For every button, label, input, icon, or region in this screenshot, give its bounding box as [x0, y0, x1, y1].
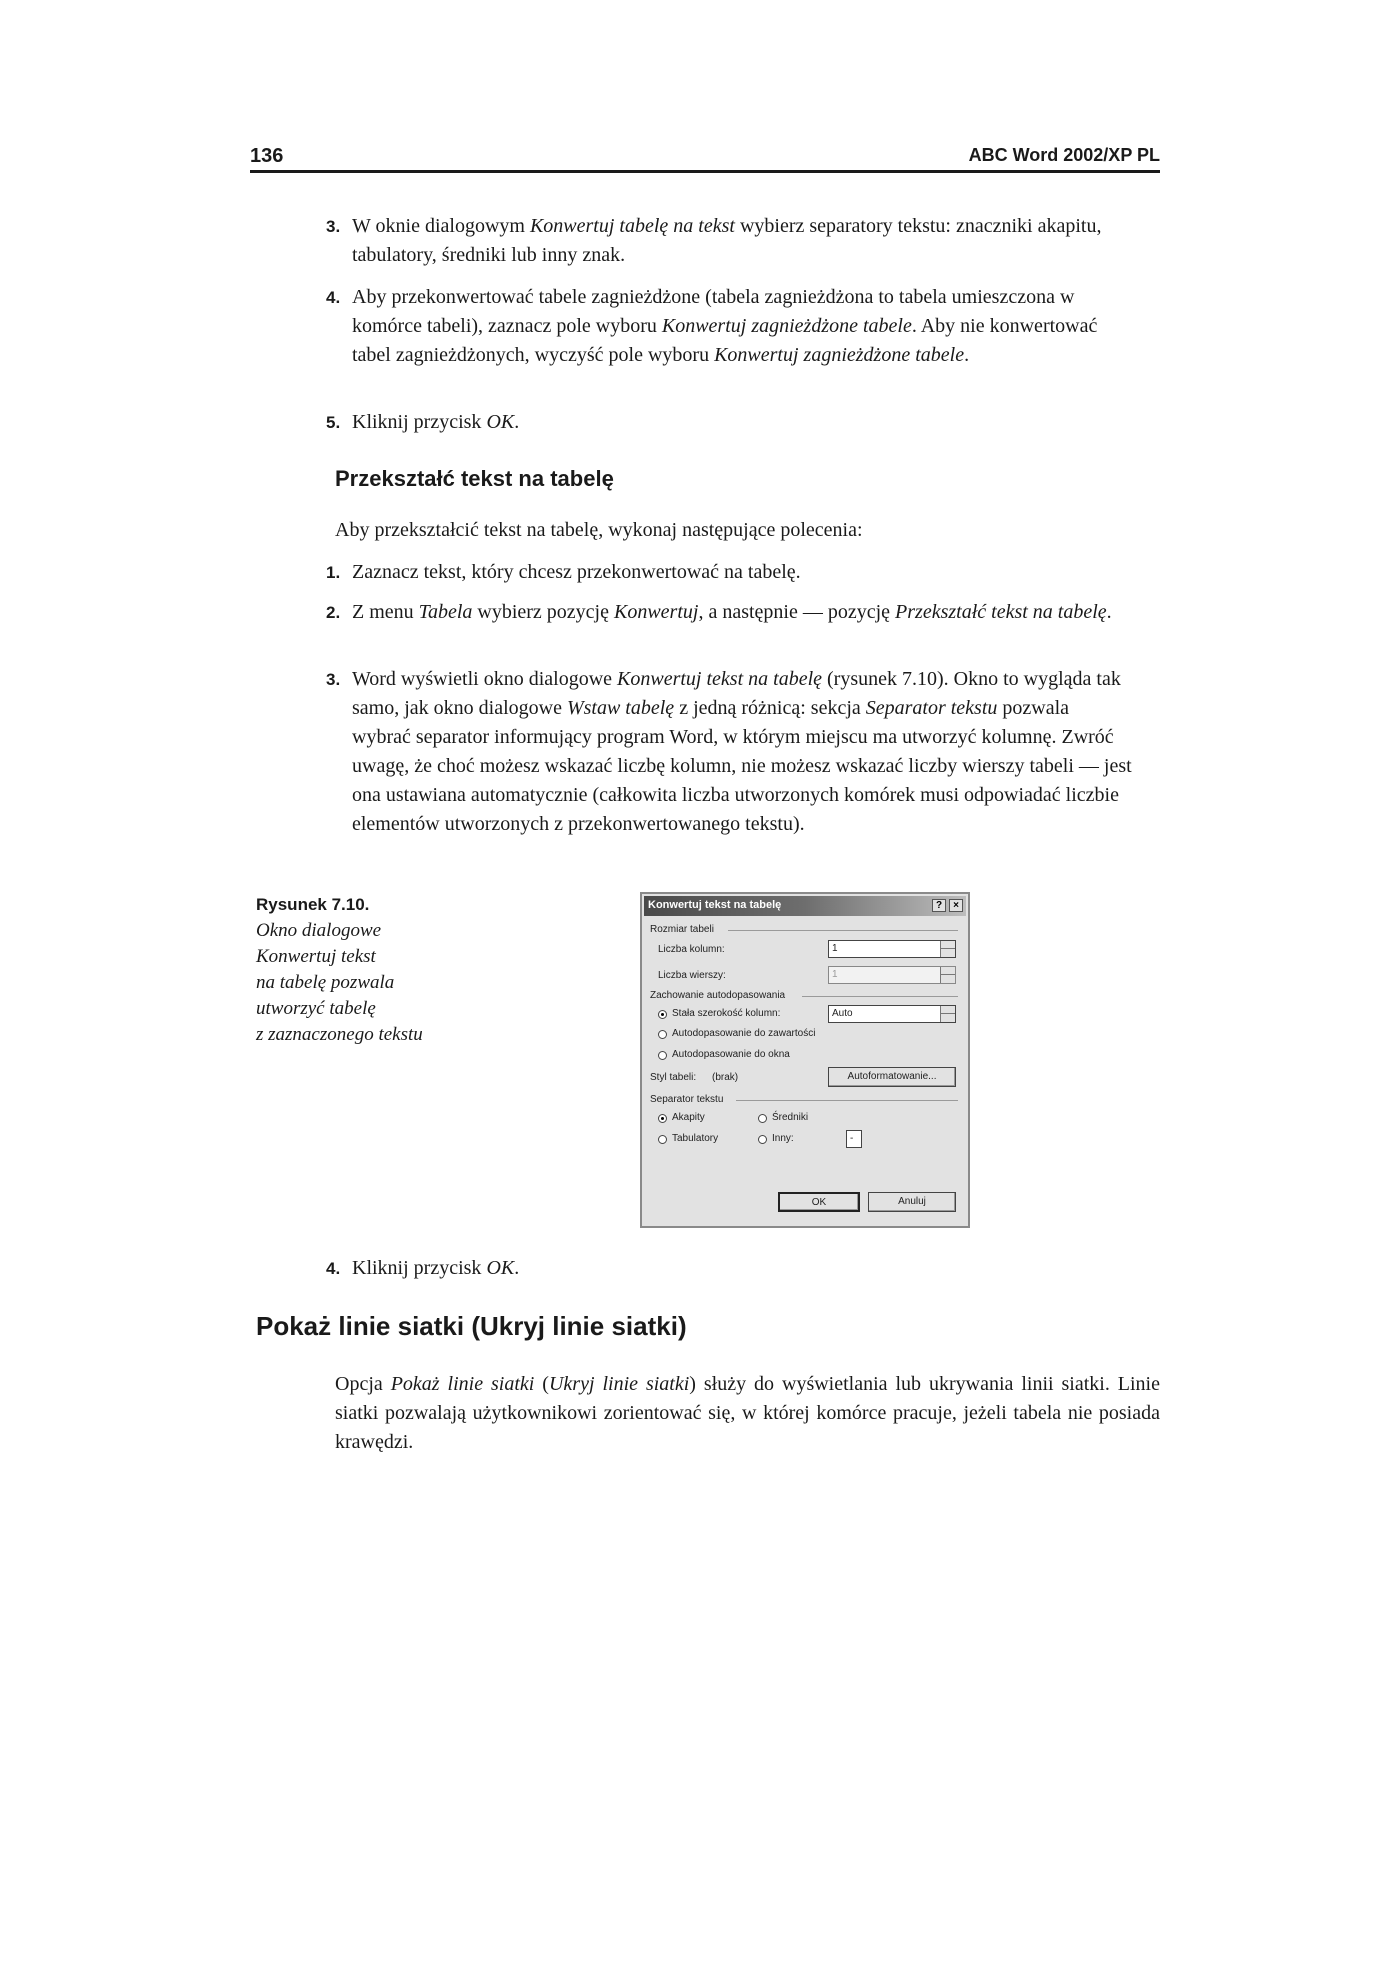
group-divider [728, 930, 958, 931]
rows-spinner [828, 966, 956, 984]
step-number: 3. [326, 670, 341, 689]
fixed-width-spinner[interactable] [828, 1005, 956, 1023]
separator-tabs-label: Tabulatory [672, 1133, 719, 1144]
step-text: Kliknij przycisk OK. [352, 1257, 520, 1279]
step-text: Word wyświetli okno dialogowe Konwertuj tekst na tabelę (rysunek 7.10). Okno to wygląda tak samo, jak okno dialogowe Wstaw tabelę z jedną różnicą: sekcja Separator tekstu pozwala wybrać separator informujący program Word, w którym miejscu ma utworzyć kolumnę. Zwróć uwagę, że choć możesz wskazać liczbę kolumn, nie możesz wskazać liczby wierszy tabeli — jest ona ustawiana automatycznie (całkowita liczba utworzonych komórek musi odpowiadać liczbie elementów utworzonych z przekonwertowanego tekstu). [352, 668, 1132, 835]
spinner-arrows-icon[interactable] [940, 1006, 955, 1022]
autoformat-button[interactable]: Autoformatowanie... [828, 1067, 956, 1087]
intro-paragraph: Aby przekształcić tekst na tabelę, wykonaj następujące polecenia: [335, 519, 863, 541]
fixed-width-value: Auto [832, 1008, 853, 1019]
step-number: 5. [326, 413, 341, 432]
autofit-contents-label: Autodopasowanie do zawartości [672, 1028, 816, 1039]
autofit-contents-radio[interactable] [658, 1030, 667, 1039]
close-icon[interactable]: × [949, 899, 963, 912]
autofit-window-radio[interactable] [658, 1051, 667, 1060]
group-label-separator: Separator tekstu [650, 1094, 724, 1105]
step-text: Z menu Tabela wybierz pozycję Konwertuj, a następnie — pozycję Przekształć tekst na tabelę. [352, 601, 1112, 623]
convert-text-to-table-dialog [640, 892, 970, 1228]
group-label-size: Rozmiar tabeli [650, 924, 714, 935]
table-style-label: Styl tabeli: [650, 1072, 697, 1083]
dialog-title: Konwertuj tekst na tabelę [648, 899, 782, 911]
separator-other-radio[interactable] [758, 1135, 767, 1144]
separator-semicolons-label: Średniki [772, 1112, 809, 1123]
fixed-width-label: Stała szerokość kolumn: [672, 1008, 781, 1019]
separator-tabs-radio[interactable] [658, 1135, 667, 1144]
list-item [326, 283, 1132, 370]
separator-paragraphs-label: Akapity [672, 1112, 705, 1123]
autofit-window-label: Autodopasowanie do okna [672, 1049, 790, 1060]
columns-label: Liczba kolumn: [658, 944, 725, 955]
caption-line: na tabelę pozwala [256, 972, 395, 993]
step-number: 3. [326, 217, 341, 236]
page-header [250, 141, 1160, 173]
columns-spinner[interactable] [828, 940, 956, 958]
step-number: 4. [326, 1259, 341, 1278]
ok-button[interactable]: OK [778, 1192, 860, 1212]
dialog-titlebar [644, 896, 966, 916]
step-text: Aby przekonwertować tabele zagnieżdżone (tabela zagnieżdżona to tabela umieszczona w komórce tabeli), zaznacz pole wyboru Konwertuj zagnieżdżone tabele. Aby nie konwertować tabel zagnieżdżonych, wyczyść pole wyboru Konwertuj zagnieżdżone tabele. [352, 286, 1098, 366]
section-heading: Pokaż linie siatki (Ukryj linie siatki) [256, 1311, 687, 1341]
list-item [326, 558, 1132, 587]
fixed-width-radio[interactable] [658, 1010, 667, 1019]
figure-label: Rysunek 7.10. [256, 895, 370, 914]
running-title: ABC Word 2002/XP PL [968, 145, 1160, 165]
separator-other-input[interactable] [846, 1130, 862, 1148]
table-style-value: (brak) [712, 1072, 739, 1083]
step-number: 2. [326, 603, 341, 622]
section-heading: Przekształć tekst na tabelę [335, 466, 614, 491]
spinner-arrows-icon [940, 967, 955, 983]
columns-value: 1 [832, 943, 838, 954]
step-text: Kliknij przycisk OK. [352, 411, 520, 433]
list-item [326, 212, 1132, 270]
separator-other-label: Inny: [772, 1133, 794, 1144]
list-item [326, 665, 1132, 839]
list-item [326, 408, 1132, 437]
spinner-arrows-icon[interactable] [940, 941, 955, 957]
header-rule [250, 170, 1160, 173]
separator-semicolons-radio[interactable] [758, 1114, 767, 1123]
list-item [326, 598, 1132, 627]
figure-caption [256, 892, 456, 1048]
step-number: 1. [326, 563, 341, 582]
caption-line: z zaznaczonego tekstu [256, 1024, 423, 1045]
rows-value: 1 [832, 969, 838, 980]
list-item [326, 1254, 1132, 1283]
separator-other-value: - [850, 1133, 854, 1144]
group-divider [736, 1100, 958, 1101]
group-label-autofit: Zachowanie autodopasowania [650, 990, 786, 1001]
rows-label: Liczba wierszy: [658, 970, 726, 981]
caption-line: Konwertuj tekst [256, 946, 376, 967]
help-icon[interactable]: ? [932, 899, 946, 912]
caption-line: utworzyć tabelę [256, 998, 376, 1019]
group-divider [802, 996, 958, 997]
cancel-button[interactable]: Anuluj [868, 1192, 956, 1212]
body-paragraph: Opcja Pokaż linie siatki (Ukryj linie siatki) służy do wyświetlania lub ukrywania linii siatki. Linie siatki pozwalają użytkownikowi zorientować się, w której komórce pracuje, jeżeli tabela nie posiada krawędzi. [335, 1373, 1160, 1453]
step-text: Zaznacz tekst, który chcesz przekonwertować na tabelę. [352, 561, 801, 583]
separator-paragraphs-radio[interactable] [658, 1114, 667, 1123]
page-number: 136 [250, 145, 284, 167]
caption-line: Okno dialogowe [256, 920, 382, 941]
step-number: 4. [326, 288, 341, 307]
step-text: W oknie dialogowym Konwertuj tabelę na tekst wybierz separatory tekstu: znaczniki akapitu, tabulatory, średniki lub inny znak. [352, 215, 1102, 266]
